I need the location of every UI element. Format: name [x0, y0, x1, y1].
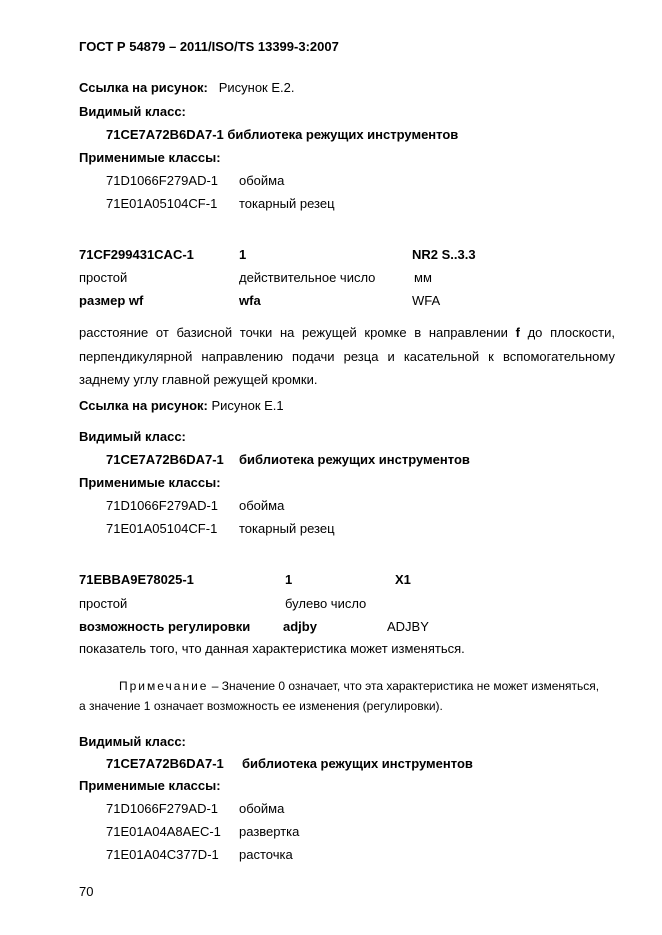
- property-definition: показатель того, что данная характеристика может изменяться.: [79, 641, 465, 656]
- applicable-class-name: обойма: [239, 173, 285, 188]
- property-kind: простой: [79, 270, 128, 285]
- applicable-class-name: развертка: [239, 824, 300, 839]
- property-name: возможность регулировки: [79, 619, 251, 634]
- applicable-class-name: обойма: [239, 801, 285, 816]
- property-unit: мм: [414, 270, 432, 285]
- visible-class-label: Видимый класс:: [79, 429, 186, 444]
- note-line-1: [119, 679, 599, 693]
- property-version: 1: [239, 247, 247, 262]
- property-symbol: adjby: [283, 619, 317, 634]
- property-id: 71CF299431CAC-1: [79, 247, 194, 262]
- applicable-classes-label: Применимые классы:: [79, 778, 221, 793]
- visible-class-value: 71CE7A72B6DA7-1 библиотека режущих инструментов: [106, 127, 459, 142]
- property-version: 1: [285, 572, 293, 587]
- page-number: 70: [79, 884, 94, 899]
- figure-reference-label: Ссылка на рисунок:: [79, 398, 208, 413]
- property-datatype: булево число: [285, 596, 367, 611]
- figure-reference-value: Рисунок Е.2.: [218, 80, 295, 95]
- visible-class-name: библиотека режущих инструментов: [239, 452, 470, 467]
- applicable-classes-label: Применимые классы:: [79, 475, 221, 490]
- applicable-classes-label: Применимые классы:: [79, 150, 221, 165]
- applicable-class-code: 71E01A04A8AEC-1: [106, 824, 221, 839]
- page-header-title: ГОСТ Р 54879 – 2011/ISO/TS 13399-3:2007: [79, 39, 339, 54]
- note-text: – Значение 0 означает, что эта характеристика не может изменяться,: [208, 679, 600, 693]
- applicable-class-code: 71E01A05104CF-1: [106, 196, 218, 211]
- property-definition: расстояние от базисной точки на режущей кромке в направлении f до плоскости, перпендикулярной направлению подачи резца и касательной к вспомогательному заднему углу главной режущей кромки.: [79, 325, 615, 387]
- figure-reference: [79, 398, 284, 413]
- applicable-class-name: обойма: [239, 498, 285, 513]
- figure-reference-label: Ссылка на рисунок:: [79, 80, 208, 95]
- property-id: 71EBBA9E78025-1: [79, 572, 194, 587]
- visible-class-code: 71CE7A72B6DA7-1: [106, 756, 224, 771]
- applicable-class-code: 71E01A04C377D-1: [106, 847, 219, 862]
- applicable-class-code: 71E01A05104CF-1: [106, 521, 218, 536]
- property-symbol: wfa: [239, 293, 261, 308]
- figure-reference-value: Рисунок Е.1: [211, 398, 284, 413]
- visible-class-name: библиотека режущих инструментов: [242, 756, 473, 771]
- applicable-class-code: 71D1066F279AD-1: [106, 173, 219, 188]
- visible-class-label: Видимый класс:: [79, 104, 186, 119]
- property-reference: NR2 S..3.3: [412, 247, 476, 262]
- property-kind: простой: [79, 596, 128, 611]
- property-reference: X1: [395, 572, 411, 587]
- applicable-class-code: 71D1066F279AD-1: [106, 498, 219, 513]
- applicable-class-code: 71D1066F279AD-1: [106, 801, 219, 816]
- applicable-class-name: токарный резец: [239, 196, 335, 211]
- applicable-class-name: расточка: [239, 847, 293, 862]
- applicable-class-name: токарный резец: [239, 521, 335, 536]
- property-name: размер wf: [79, 293, 144, 308]
- property-code: ADJBY: [387, 619, 429, 634]
- visible-class-label: Видимый класс:: [79, 734, 186, 749]
- property-code: WFA: [412, 293, 441, 308]
- note-line-2: а значение 1 означает возможность ее изменения (регулировки).: [79, 699, 443, 713]
- visible-class-code: 71CE7A72B6DA7-1: [106, 452, 224, 467]
- figure-reference: [79, 80, 294, 95]
- note-heading: Примечание: [119, 679, 209, 693]
- property-datatype: действительное число: [239, 270, 376, 285]
